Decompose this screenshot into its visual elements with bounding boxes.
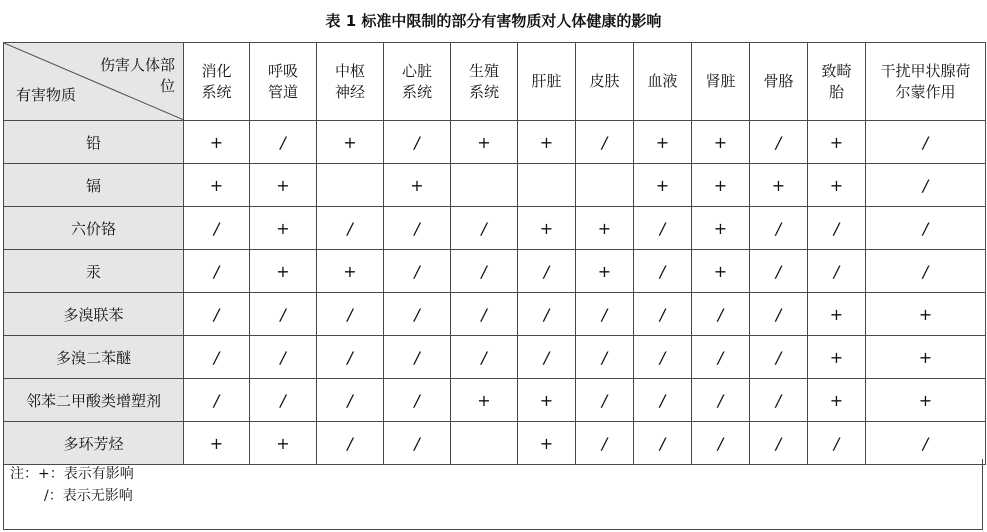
effect-mark: /	[414, 347, 420, 367]
effect-cell	[750, 293, 808, 336]
effect-cell	[634, 121, 692, 164]
effect-mark: /	[717, 347, 724, 367]
column-header	[317, 43, 384, 121]
effect-cell	[250, 336, 317, 379]
effect-mark: /	[922, 132, 929, 152]
effect-cell	[250, 121, 317, 164]
effect-cell	[808, 293, 866, 336]
effect-cell	[634, 379, 692, 422]
effect-mark: /	[922, 261, 929, 281]
column-header	[808, 43, 866, 121]
effect-mark: /	[543, 347, 550, 367]
effect-mark: /	[775, 433, 782, 453]
effect-mark: /	[601, 390, 608, 410]
effect-cell	[634, 336, 692, 379]
effect-mark: /	[213, 218, 220, 238]
column-header-line: 血液	[647, 72, 678, 90]
column-header	[750, 43, 808, 121]
effect-mark: +	[209, 433, 224, 453]
effect-cell	[576, 379, 634, 422]
effect-cell	[451, 164, 518, 207]
effect-cell	[317, 336, 384, 379]
effect-cell	[317, 379, 384, 422]
column-header-line: 呼吸	[267, 61, 298, 80]
effect-cell	[692, 207, 750, 250]
effect-cell	[184, 293, 250, 336]
effect-mark: /	[659, 347, 666, 367]
effect-cell	[518, 336, 576, 379]
column-header	[866, 43, 986, 121]
effect-mark: +	[597, 218, 612, 238]
table-body	[4, 121, 986, 465]
effect-mark: /	[717, 433, 724, 453]
effect-mark: /	[833, 261, 840, 281]
column-header	[518, 43, 576, 121]
corner-bottom-label: 有害物质	[16, 86, 77, 104]
effect-mark: +	[597, 261, 612, 281]
column-header-line: 消化	[201, 61, 232, 80]
effect-cell	[317, 250, 384, 293]
note-line-1: 注：+：表示有影响	[10, 466, 134, 482]
effect-mark: +	[918, 347, 933, 367]
effect-cell	[576, 293, 634, 336]
effect-mark: +	[539, 390, 554, 410]
effect-mark: +	[829, 304, 844, 324]
effect-cell	[451, 379, 518, 422]
effect-cell	[576, 250, 634, 293]
effect-cell	[692, 336, 750, 379]
effect-mark: /	[280, 132, 286, 152]
effect-cell	[576, 336, 634, 379]
table-row	[4, 336, 986, 379]
effect-mark: +	[918, 304, 933, 324]
effect-mark: /	[481, 304, 487, 324]
table-row	[4, 250, 986, 293]
effect-cell	[384, 207, 451, 250]
effect-mark: /	[601, 347, 608, 367]
effect-mark: +	[477, 132, 491, 152]
effect-mark: /	[775, 304, 782, 324]
effect-mark: +	[276, 175, 290, 195]
effect-cell	[250, 250, 317, 293]
effect-cell	[184, 164, 250, 207]
effect-cell	[750, 336, 808, 379]
effect-mark: +	[771, 175, 786, 195]
effect-mark: /	[775, 261, 782, 281]
corner-top-label: 伤害人体部 位	[99, 56, 175, 95]
column-header-line: 肾脏	[705, 72, 736, 90]
effect-cell	[384, 336, 451, 379]
effect-cell	[634, 164, 692, 207]
effect-cell	[866, 250, 986, 293]
effect-mark: /	[414, 218, 420, 238]
effect-cell	[866, 293, 986, 336]
table-notes	[3, 459, 983, 530]
substance-name: 镉	[4, 164, 184, 207]
effect-mark: /	[213, 347, 220, 367]
effect-cell	[518, 379, 576, 422]
harmful-substances-table	[3, 42, 986, 465]
column-header	[451, 43, 518, 121]
substance-name: 多溴二苯醚	[4, 336, 184, 379]
column-header	[634, 43, 692, 121]
effect-mark: /	[775, 347, 782, 367]
effect-cell	[451, 250, 518, 293]
effect-mark: +	[829, 390, 844, 410]
effect-cell	[317, 164, 384, 207]
effect-mark: /	[717, 304, 724, 324]
effect-cell	[518, 250, 576, 293]
effect-mark: /	[775, 218, 782, 238]
effect-cell	[184, 379, 250, 422]
effect-mark: /	[481, 261, 487, 281]
effect-cell	[866, 336, 986, 379]
effect-cell	[576, 121, 634, 164]
effect-cell	[808, 250, 866, 293]
effect-cell	[808, 164, 866, 207]
effect-cell	[384, 164, 451, 207]
table-title: 表 1 标准中限制的部分有害物质对人体健康的影响	[325, 12, 662, 30]
effect-mark: +	[539, 433, 554, 453]
effect-mark: /	[922, 175, 929, 195]
effect-mark: +	[918, 390, 933, 410]
effect-cell	[866, 379, 986, 422]
effect-cell	[750, 121, 808, 164]
substance-name: 多环芳烃	[4, 422, 184, 465]
effect-mark: /	[775, 390, 782, 410]
effect-cell	[250, 379, 317, 422]
effect-mark: +	[343, 132, 357, 152]
table-row	[4, 121, 986, 164]
effect-mark: /	[213, 390, 220, 410]
effect-mark: +	[539, 218, 554, 238]
effect-cell	[866, 207, 986, 250]
effect-mark: +	[713, 175, 728, 195]
effect-cell	[750, 207, 808, 250]
effect-cell	[576, 207, 634, 250]
effect-cell	[317, 121, 384, 164]
effect-mark: /	[659, 261, 666, 281]
column-header-line: 管道	[267, 82, 298, 101]
effect-cell	[692, 121, 750, 164]
effect-cell	[250, 293, 317, 336]
effect-cell	[808, 336, 866, 379]
substance-name: 邻苯二甲酸类增塑剂	[4, 379, 184, 422]
effect-mark: +	[477, 390, 491, 410]
effect-cell	[518, 121, 576, 164]
effect-mark: /	[347, 390, 353, 410]
column-header-line: 系统	[201, 82, 232, 101]
effect-cell	[518, 164, 576, 207]
effect-cell	[384, 121, 451, 164]
column-header-line: 心脏	[401, 61, 432, 80]
effect-mark: /	[481, 347, 487, 367]
substance-name: 六价铬	[4, 207, 184, 250]
effect-mark: /	[717, 390, 724, 410]
effect-mark: /	[414, 304, 420, 324]
effect-mark: +	[410, 175, 424, 195]
header-row	[4, 43, 986, 121]
effect-cell	[692, 293, 750, 336]
effect-mark: +	[713, 218, 728, 238]
effect-mark: /	[543, 261, 550, 281]
effect-cell	[866, 164, 986, 207]
effect-mark: +	[209, 132, 224, 152]
effect-mark: +	[539, 132, 554, 152]
table-row	[4, 379, 986, 422]
effect-cell	[866, 121, 986, 164]
effect-mark: +	[829, 132, 844, 152]
effect-mark: /	[775, 132, 782, 152]
effect-mark: /	[414, 261, 420, 281]
effect-cell	[184, 250, 250, 293]
effect-mark: /	[543, 304, 550, 324]
effect-cell	[250, 164, 317, 207]
effect-cell	[634, 293, 692, 336]
substance-name: 汞	[4, 250, 184, 293]
effect-cell	[692, 164, 750, 207]
column-header-line: 干扰甲状腺荷	[880, 61, 971, 80]
effect-mark: /	[922, 218, 929, 238]
substance-name: 多溴联苯	[4, 293, 184, 336]
effect-cell	[184, 336, 250, 379]
column-header-line: 肝脏	[531, 72, 562, 90]
effect-mark: /	[280, 347, 286, 367]
effect-cell	[808, 379, 866, 422]
effect-cell	[250, 207, 317, 250]
effect-mark: /	[414, 433, 420, 453]
effect-cell	[750, 250, 808, 293]
column-header-line: 骨胳	[763, 72, 794, 90]
effect-cell	[692, 379, 750, 422]
effect-mark: +	[276, 261, 290, 281]
effect-mark: +	[276, 433, 290, 453]
effect-mark: +	[829, 347, 844, 367]
table-row	[4, 207, 986, 250]
effect-mark: +	[343, 261, 357, 281]
effect-cell	[518, 207, 576, 250]
effect-cell	[451, 336, 518, 379]
effect-mark: +	[276, 218, 290, 238]
note-line-2: /：表示无影响	[44, 488, 133, 504]
effect-cell	[634, 207, 692, 250]
effect-mark: +	[655, 132, 670, 152]
effect-mark: /	[213, 261, 220, 281]
effect-mark: /	[659, 390, 666, 410]
column-header-line: 生殖	[468, 61, 499, 80]
effect-cell	[518, 293, 576, 336]
effect-mark: +	[713, 132, 728, 152]
effect-cell	[384, 250, 451, 293]
column-header-line: 中枢	[334, 61, 365, 80]
effect-mark: /	[601, 132, 608, 152]
column-header	[250, 43, 317, 121]
effect-mark: +	[209, 175, 224, 195]
effect-mark: /	[659, 218, 666, 238]
effect-mark: +	[713, 261, 728, 281]
column-header	[576, 43, 634, 121]
effect-mark: /	[833, 218, 840, 238]
table-row	[4, 164, 986, 207]
table-row	[4, 293, 986, 336]
effect-cell	[384, 379, 451, 422]
column-header-line: 皮肤	[589, 72, 620, 90]
effect-cell	[317, 207, 384, 250]
effect-mark: /	[347, 304, 353, 324]
column-header	[384, 43, 451, 121]
effect-mark: /	[280, 390, 286, 410]
substance-name: 铅	[4, 121, 184, 164]
effect-cell	[451, 293, 518, 336]
effect-mark: +	[655, 175, 670, 195]
effect-cell	[808, 207, 866, 250]
effect-mark: /	[601, 304, 608, 324]
effect-cell	[692, 250, 750, 293]
effect-mark: /	[601, 433, 608, 453]
column-header-line: 致畸	[821, 61, 852, 80]
effect-cell	[634, 250, 692, 293]
effect-cell	[451, 121, 518, 164]
effect-cell	[317, 293, 384, 336]
effect-mark: /	[659, 433, 666, 453]
effect-cell	[384, 293, 451, 336]
corner-header	[4, 43, 184, 121]
column-header-line: 系统	[468, 82, 499, 101]
effect-mark: /	[922, 433, 929, 453]
effect-cell	[576, 164, 634, 207]
effect-mark: /	[833, 433, 840, 453]
column-header	[692, 43, 750, 121]
column-header-line: 尔蒙作用	[895, 82, 956, 101]
column-header-line: 系统	[401, 82, 432, 101]
effect-mark: /	[213, 304, 220, 324]
effect-mark: /	[347, 433, 353, 453]
effect-mark: /	[414, 390, 420, 410]
effect-cell	[750, 379, 808, 422]
effect-cell	[184, 207, 250, 250]
effect-mark: /	[414, 132, 420, 152]
column-header-line: 神经	[334, 82, 365, 101]
effect-cell	[808, 121, 866, 164]
effect-cell	[184, 121, 250, 164]
effect-mark: /	[347, 218, 353, 238]
effect-mark: /	[481, 218, 487, 238]
column-header-line: 胎	[828, 82, 844, 101]
effect-mark: /	[280, 304, 286, 324]
column-header	[184, 43, 250, 121]
effect-cell	[451, 207, 518, 250]
effect-mark: +	[829, 175, 844, 195]
effect-mark: /	[347, 347, 353, 367]
effect-cell	[750, 164, 808, 207]
effect-mark: /	[659, 304, 666, 324]
